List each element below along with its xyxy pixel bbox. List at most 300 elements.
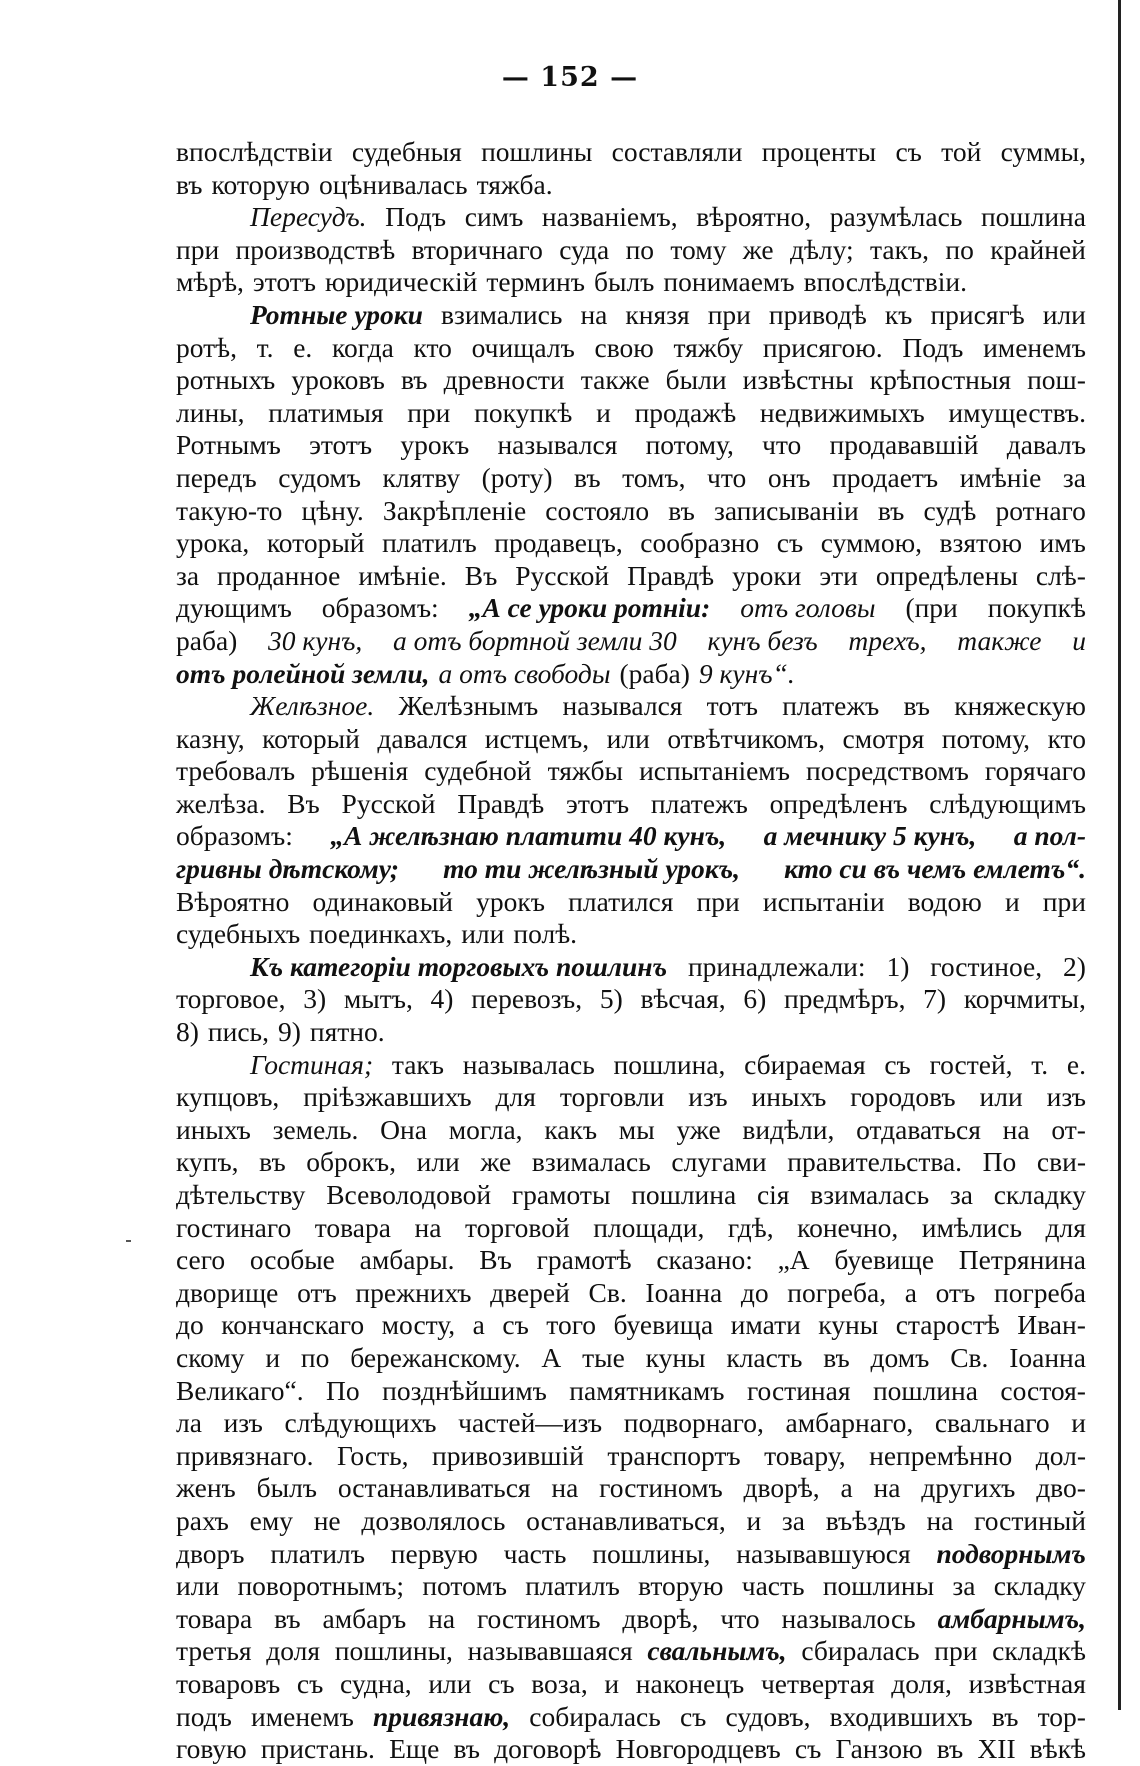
word: Гость, — [336, 1439, 409, 1471]
word: проданное — [217, 559, 341, 591]
text-line — [176, 788, 1086, 821]
text-line — [176, 853, 1086, 886]
word: въ — [400, 364, 428, 396]
text-line — [176, 1277, 1086, 1310]
word: въ — [574, 461, 601, 493]
word: или — [416, 1146, 460, 1178]
word: образомъ: — [321, 592, 439, 624]
word: давался — [377, 722, 468, 754]
word: по — [625, 233, 655, 265]
word: купъ, — [176, 1146, 239, 1178]
word: кунъ безъ — [707, 624, 818, 656]
word: платилъ — [382, 527, 477, 559]
body-text — [176, 136, 1086, 1766]
word: ла — [176, 1407, 202, 1439]
word: именемъ — [983, 331, 1086, 363]
word: пятно. — [309, 1016, 385, 1048]
word: транспортъ — [607, 1439, 741, 1471]
word: томъ, — [622, 461, 686, 493]
word: образомъ: — [176, 820, 293, 852]
word: то ти желѣзный урокъ, — [443, 853, 741, 885]
word: судна, — [340, 1667, 412, 1699]
word: дворъ — [176, 1537, 245, 1569]
word: раба) — [176, 624, 238, 656]
word: въ — [877, 494, 905, 526]
word: той — [941, 136, 982, 167]
word: такую-то — [176, 494, 283, 526]
word: трехъ, — [848, 624, 927, 656]
word: также — [957, 624, 1042, 656]
word: съ — [776, 527, 804, 559]
word: (раба) — [619, 657, 690, 689]
word: грамоты — [511, 1179, 611, 1210]
word: одинаковый — [312, 885, 454, 917]
word: торговой — [464, 1211, 570, 1243]
word: конечно, — [797, 1211, 899, 1243]
word: гостиномъ — [476, 1602, 601, 1634]
word: буевище — [834, 1244, 935, 1276]
word: на — [551, 1472, 579, 1504]
word: Русской — [515, 559, 610, 591]
word: былъ — [593, 266, 655, 298]
word: останавливаться — [337, 1472, 531, 1504]
word: въ — [823, 1341, 850, 1373]
word: непремѣнно — [869, 1439, 1013, 1471]
word: пошлины — [822, 1570, 935, 1602]
word: а — [904, 1276, 917, 1308]
word: складку — [993, 1179, 1086, 1210]
word: тотъ — [706, 690, 758, 722]
word: князя — [625, 298, 690, 330]
word: поворотнымъ; — [237, 1570, 405, 1602]
word: слѣдующихъ — [284, 1407, 437, 1439]
text-line — [176, 592, 1086, 625]
word: до — [176, 1309, 204, 1341]
word: Въ — [464, 559, 498, 591]
word: за — [781, 1504, 805, 1536]
word: Въ — [287, 787, 320, 819]
word: Гостиная; — [250, 1048, 374, 1080]
word: состоя- — [1000, 1374, 1086, 1406]
text-line — [176, 364, 1086, 397]
word: По — [326, 1374, 360, 1406]
word: поединкахъ, — [309, 918, 453, 950]
word: судовъ, — [725, 1700, 811, 1732]
word: при — [176, 233, 220, 265]
word: Ротные уроки — [250, 298, 423, 330]
word: слѣ- — [1035, 559, 1086, 591]
word: бережанскому. — [350, 1341, 521, 1373]
word: и — [1004, 885, 1020, 917]
word: въ — [936, 1733, 964, 1765]
word: сія — [756, 1179, 790, 1210]
word: 30 кунъ, — [268, 624, 363, 656]
word: товара — [176, 1602, 253, 1634]
word: от- — [1051, 1113, 1086, 1145]
word: въ — [903, 690, 930, 722]
word: въ — [274, 1602, 301, 1634]
word: за — [1062, 461, 1086, 493]
word: съ — [679, 1700, 707, 1732]
word: 5) — [599, 983, 623, 1015]
word: урокъ — [400, 429, 470, 461]
word: амбарнымъ, — [937, 1602, 1086, 1634]
word: урокъ — [476, 885, 545, 917]
word: торговое, — [176, 983, 286, 1015]
word: Св. — [588, 1276, 627, 1308]
word: женъ — [176, 1472, 236, 1504]
word: наконецъ — [635, 1667, 745, 1699]
word: или — [176, 1570, 220, 1602]
word: По — [982, 1146, 1017, 1178]
word: Св. — [950, 1341, 989, 1373]
word: названіемъ, — [541, 201, 678, 233]
word: мытъ, — [343, 983, 413, 1015]
word: суммы, — [1000, 136, 1086, 167]
word: такъ, — [870, 233, 930, 265]
word: вторую — [638, 1570, 724, 1602]
text-line — [176, 755, 1086, 788]
text-line — [176, 527, 1086, 560]
word: взимались — [440, 298, 563, 330]
word: XII — [977, 1733, 1016, 1765]
text-line — [176, 1114, 1086, 1147]
word: Правдѣ — [627, 559, 715, 591]
word: пись, — [207, 1016, 269, 1048]
word: тор- — [1037, 1700, 1086, 1732]
word: 6) — [743, 983, 767, 1015]
word: пошлины, — [334, 1635, 453, 1667]
word: (при — [905, 592, 958, 624]
word: третья — [176, 1635, 252, 1667]
word: тяжбу — [673, 331, 744, 363]
text-line — [176, 1179, 1086, 1212]
word: Закрѣпленіе — [382, 494, 527, 526]
word: терминъ — [486, 266, 585, 298]
word: водою — [907, 885, 982, 917]
word: (роту) — [481, 461, 553, 493]
word: кто — [413, 331, 452, 363]
word: онъ — [767, 461, 811, 493]
word: разумѣлась — [829, 201, 963, 233]
word: на — [926, 1504, 954, 1536]
text-line — [176, 1081, 1086, 1114]
word: въѣздъ — [825, 1504, 906, 1536]
word: земель. — [272, 1113, 359, 1145]
word: а — [840, 1472, 853, 1504]
word: или — [461, 918, 505, 950]
word: торговли — [559, 1081, 665, 1113]
word: проценты — [761, 136, 877, 167]
word: первую — [390, 1537, 478, 1569]
word: уроки — [732, 559, 802, 591]
word: городовъ — [850, 1081, 956, 1113]
text-line — [176, 234, 1086, 267]
word: имѣлись — [921, 1211, 1023, 1243]
word: когда — [332, 331, 394, 363]
word: дворѣ, — [622, 1602, 699, 1634]
word: опредѣлены — [875, 559, 1018, 591]
word: продавецъ, — [494, 527, 623, 559]
word: платимыя — [268, 396, 384, 428]
word: на — [1002, 1113, 1030, 1145]
word: понимаемъ — [663, 266, 795, 298]
word: гостинаго — [176, 1211, 292, 1243]
word: при — [934, 1635, 978, 1667]
word: присягою. — [762, 331, 883, 363]
text-line — [176, 332, 1086, 365]
word: Желѣзное. — [250, 690, 375, 722]
word: 2) — [1063, 950, 1086, 982]
word: клятву — [382, 461, 461, 493]
word: вторичнаго — [411, 233, 543, 265]
text-line — [176, 397, 1086, 430]
word: 7) — [923, 983, 947, 1015]
word: давалъ — [1006, 429, 1086, 461]
word: въ — [668, 494, 695, 526]
word: именемъ — [251, 1700, 354, 1732]
word: съ — [502, 1309, 529, 1341]
word: сбиралась — [801, 1635, 920, 1667]
word: сви- — [1036, 1146, 1086, 1178]
word: впослѣдствіи. — [803, 266, 967, 298]
word: доля — [266, 1635, 321, 1667]
text-line — [176, 1146, 1086, 1179]
word: назывался — [497, 429, 618, 461]
word: особые — [249, 1244, 335, 1276]
text-line — [176, 1212, 1086, 1245]
word: за — [952, 1570, 976, 1602]
word: дѣлу; — [789, 233, 854, 265]
word: записываніи — [713, 494, 859, 526]
word: а — [472, 1309, 485, 1341]
word: имѣніе — [959, 461, 1042, 493]
word: Петрянина — [958, 1244, 1086, 1276]
text-line — [176, 169, 1086, 202]
word: на — [873, 1472, 901, 1504]
word: потому, — [645, 429, 734, 461]
word: могла, — [448, 1113, 523, 1145]
word: домъ — [870, 1341, 930, 1373]
word: Іоанна — [1009, 1341, 1086, 1373]
word: дворѣ, — [743, 1472, 820, 1504]
text-line — [176, 1472, 1086, 1505]
word: товара — [314, 1211, 391, 1243]
word: мы — [618, 1113, 655, 1145]
word: Вѣроятно — [176, 885, 290, 917]
word: кто — [1047, 722, 1086, 754]
word: Ганзою — [835, 1733, 923, 1765]
word: купцовъ, — [176, 1081, 280, 1113]
text-line — [176, 690, 1086, 723]
word: симъ — [464, 201, 524, 233]
word: въ — [259, 1146, 286, 1178]
word: не — [313, 1504, 341, 1536]
text-line — [176, 886, 1086, 919]
word: свальнаго — [934, 1407, 1050, 1439]
word: пошлина — [980, 201, 1086, 233]
word: также — [580, 364, 650, 396]
word: пріѣзжавшихъ — [303, 1081, 472, 1113]
word: слѣдующимъ — [929, 787, 1086, 819]
word: платежъ — [650, 787, 748, 819]
word: судебной — [424, 755, 532, 787]
word: 9 кунъ“. — [698, 657, 795, 689]
word: по — [300, 1341, 330, 1373]
word: куны — [645, 1341, 706, 1373]
word: рахъ — [176, 1504, 229, 1536]
word: привозившій — [432, 1439, 584, 1471]
text-line — [176, 1016, 1086, 1049]
word: дѣтельству — [176, 1179, 306, 1210]
word: дозволялось — [361, 1504, 506, 1536]
word: А — [541, 1341, 562, 1373]
word: старостѣ — [895, 1309, 1000, 1341]
word: свальнымъ, — [647, 1635, 787, 1667]
word: 9) — [277, 1016, 301, 1048]
word: дол- — [1035, 1439, 1086, 1471]
word: на — [414, 1211, 442, 1243]
word: уроковъ — [291, 364, 385, 396]
word: скому — [176, 1341, 245, 1373]
word: Въ — [479, 1244, 512, 1276]
word: имѣніе. — [358, 559, 447, 591]
word: мосту, — [381, 1309, 456, 1341]
word: погреба — [994, 1276, 1086, 1308]
word: испытаніемъ — [639, 755, 790, 787]
word: извѣстная — [968, 1667, 1086, 1699]
word: для — [495, 1081, 536, 1113]
page-number: — 152 — — [501, 62, 639, 93]
word: платился — [568, 885, 674, 917]
word: уже — [676, 1113, 721, 1145]
margin-mark — [126, 1240, 131, 1242]
word: погреба, — [787, 1276, 887, 1308]
word: складкѣ — [992, 1635, 1086, 1667]
word: куны — [818, 1309, 879, 1341]
word: вѣкѣ — [1029, 1733, 1086, 1765]
word: вѣроятно, — [696, 201, 812, 233]
text-line — [176, 1342, 1086, 1375]
word: буевища — [613, 1309, 714, 1341]
word: грамотѣ — [536, 1244, 632, 1276]
word: пошлина, — [613, 1048, 726, 1080]
word: Она — [380, 1113, 427, 1145]
word: крѣпостныя — [869, 364, 1011, 396]
text-line — [176, 723, 1086, 756]
text-line — [176, 983, 1086, 1016]
word: мѣрѣ, — [176, 266, 244, 298]
word: привязнаго. — [176, 1439, 314, 1471]
word: Ротнымъ — [176, 429, 281, 461]
text-line — [176, 1309, 1086, 1342]
word: къ — [884, 298, 913, 330]
word: ему — [249, 1504, 293, 1536]
text-line — [176, 495, 1086, 528]
word: говую — [176, 1733, 247, 1765]
word: впослѣдствіи — [176, 136, 333, 167]
word: при — [696, 885, 740, 917]
word: иныхъ — [751, 1081, 827, 1113]
word: который — [266, 527, 365, 559]
word: отвѣтчикомъ, — [667, 722, 825, 754]
word: отъ головы — [740, 592, 876, 624]
word: за — [176, 559, 200, 591]
word: взималась — [810, 1179, 930, 1210]
word: продававшій — [829, 429, 979, 461]
word: желѣза. — [176, 787, 266, 819]
word: тые — [582, 1341, 625, 1373]
word: судѣ — [923, 494, 977, 526]
word: платежъ — [782, 690, 880, 722]
word: же — [480, 1146, 512, 1178]
word: тому — [670, 233, 727, 265]
page-edge-line — [1118, 0, 1121, 1710]
text-line — [176, 1440, 1086, 1473]
word: площади, — [593, 1211, 705, 1243]
word: судебныхъ — [176, 918, 301, 950]
word: Пересудъ. — [250, 201, 367, 233]
word: иныхъ — [176, 1113, 251, 1145]
text-line — [176, 951, 1086, 984]
word: „А желѣзнаю платити 40 кунъ, — [330, 820, 727, 852]
word: подъ — [176, 1700, 232, 1732]
word: очищалъ — [471, 331, 575, 363]
word: суда — [559, 233, 610, 265]
text-line — [176, 136, 1086, 169]
word: т. — [256, 331, 274, 363]
word: 4) — [430, 983, 454, 1015]
word: и — [604, 1667, 620, 1699]
word: Желѣзнымъ — [398, 690, 539, 722]
text-line — [176, 1407, 1086, 1440]
word: „А — [777, 1244, 810, 1276]
word: ротѣ, — [176, 331, 237, 363]
text-line — [176, 266, 1086, 299]
word: доля, — [891, 1667, 952, 1699]
word: пошлины, — [592, 1537, 711, 1569]
word: съ — [884, 1048, 911, 1080]
word: посредствомъ — [806, 755, 969, 787]
word: Новгородцевъ — [615, 1733, 781, 1765]
word: на — [428, 1602, 456, 1634]
word: видѣли, — [742, 1113, 835, 1145]
word: товару, — [764, 1439, 846, 1471]
word: а отъ свободы — [438, 657, 611, 689]
word: т. — [1031, 1048, 1049, 1080]
word: покупкѣ — [987, 592, 1086, 624]
word: или — [428, 1667, 472, 1699]
word: этотъ — [309, 429, 373, 461]
word: которую — [211, 168, 310, 200]
word: четвертая — [760, 1667, 875, 1699]
word: или — [1042, 298, 1086, 330]
word: оцѣнивалась — [318, 168, 468, 200]
word: 1) — [886, 950, 910, 982]
word: съ — [488, 1667, 515, 1699]
word: продаетъ — [832, 461, 939, 493]
word: памятникамъ — [569, 1374, 725, 1406]
word: имъ — [1039, 527, 1086, 559]
word: кто си въ чемъ емлетъ“. — [784, 853, 1086, 885]
word: какъ — [544, 1113, 598, 1145]
word: а пол- — [1013, 820, 1086, 852]
word: перевозъ, — [471, 983, 583, 1015]
word: княжескую — [954, 690, 1086, 722]
word: потомъ — [422, 1570, 507, 1602]
word: или — [979, 1081, 1023, 1113]
word: пошлина — [872, 1374, 978, 1406]
